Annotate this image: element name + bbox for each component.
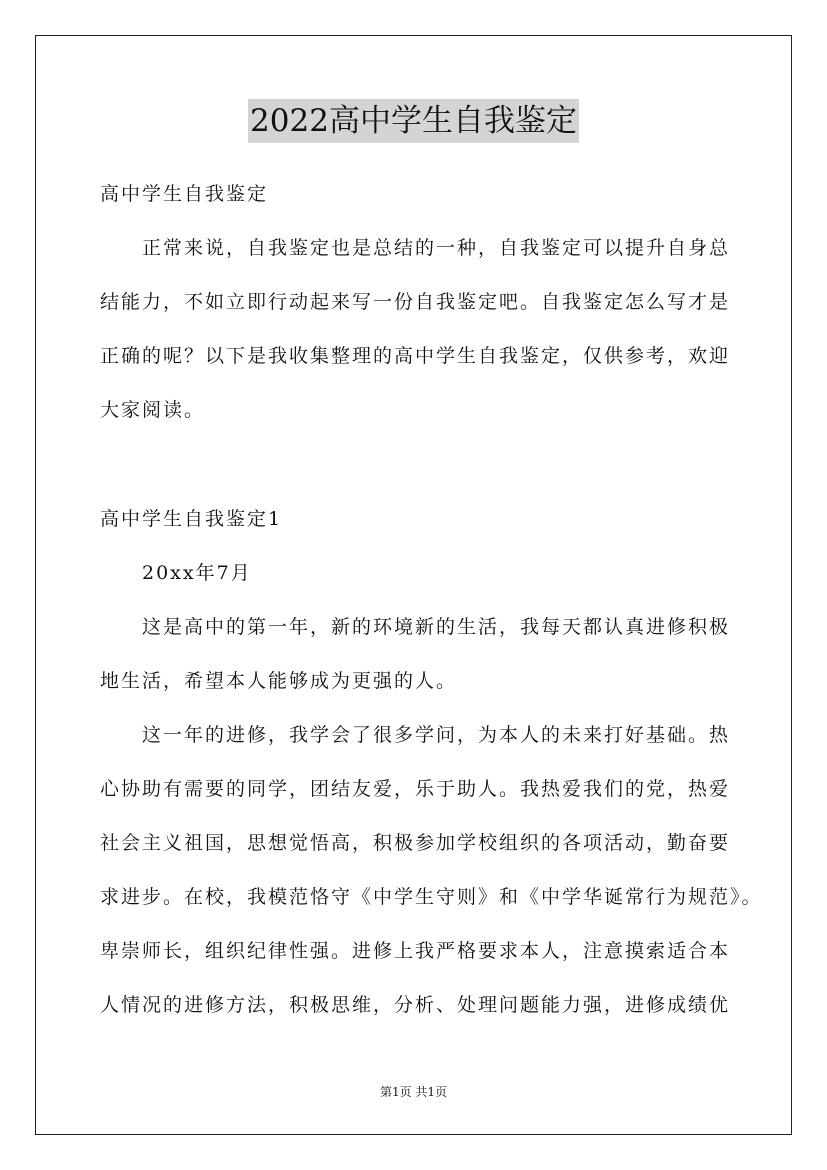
paragraph-line: 人情况的进修方法，积极思维，分析、处理问题能力强，进修成绩优 xyxy=(100,994,731,1016)
document-title-wrap xyxy=(0,99,827,143)
paragraph-line: 这是高中的第一年，新的环境新的生活，我每天都认真进修积极 xyxy=(142,616,731,638)
paragraph-line: 正确的呢？以下是我收集整理的高中学生自我鉴定，仅供参考，欢迎 xyxy=(100,345,731,367)
page-footer: 第1页 共1页 xyxy=(379,1085,448,1099)
paragraph-line: 这一年的进修，我学会了很多学问，为本人的未来打好基础。热 xyxy=(142,724,731,746)
paragraph-line: 大家阅读。 xyxy=(100,399,206,421)
section-heading: 高中学生自我鉴定 xyxy=(100,183,269,205)
paragraph-line: 社会主义祖国，思想觉悟高，积极参加学校组织的各项活动，勤奋要 xyxy=(100,832,731,854)
section-heading: 高中学生自我鉴定1 xyxy=(100,508,283,530)
paragraph-line: 正常来说，自我鉴定也是总结的一种，自我鉴定可以提升自身总 xyxy=(142,237,731,259)
paragraph-line: 结能力，不如立即行动起来写一份自我鉴定吧。自我鉴定怎么写才是 xyxy=(100,291,731,313)
paragraph-line: 卑崇师长，组织纪律性强。进修上我严格要求本人，注意摸索适合本 xyxy=(100,940,731,962)
paragraph-line: 求进步。在校，我模范恪守《中学生守则》和《中学华诞常行为规范》。 xyxy=(100,886,763,908)
paragraph-line: 心协助有需要的同学，团结友爱，乐于助人。我热爱我们的党，热爱 xyxy=(100,778,731,800)
date-line: 20xx年7月 xyxy=(142,562,252,584)
paragraph-line: 地生活，希望本人能够成为更强的人。 xyxy=(100,670,458,692)
document-title: 2022高中学生自我鉴定 xyxy=(248,99,579,143)
